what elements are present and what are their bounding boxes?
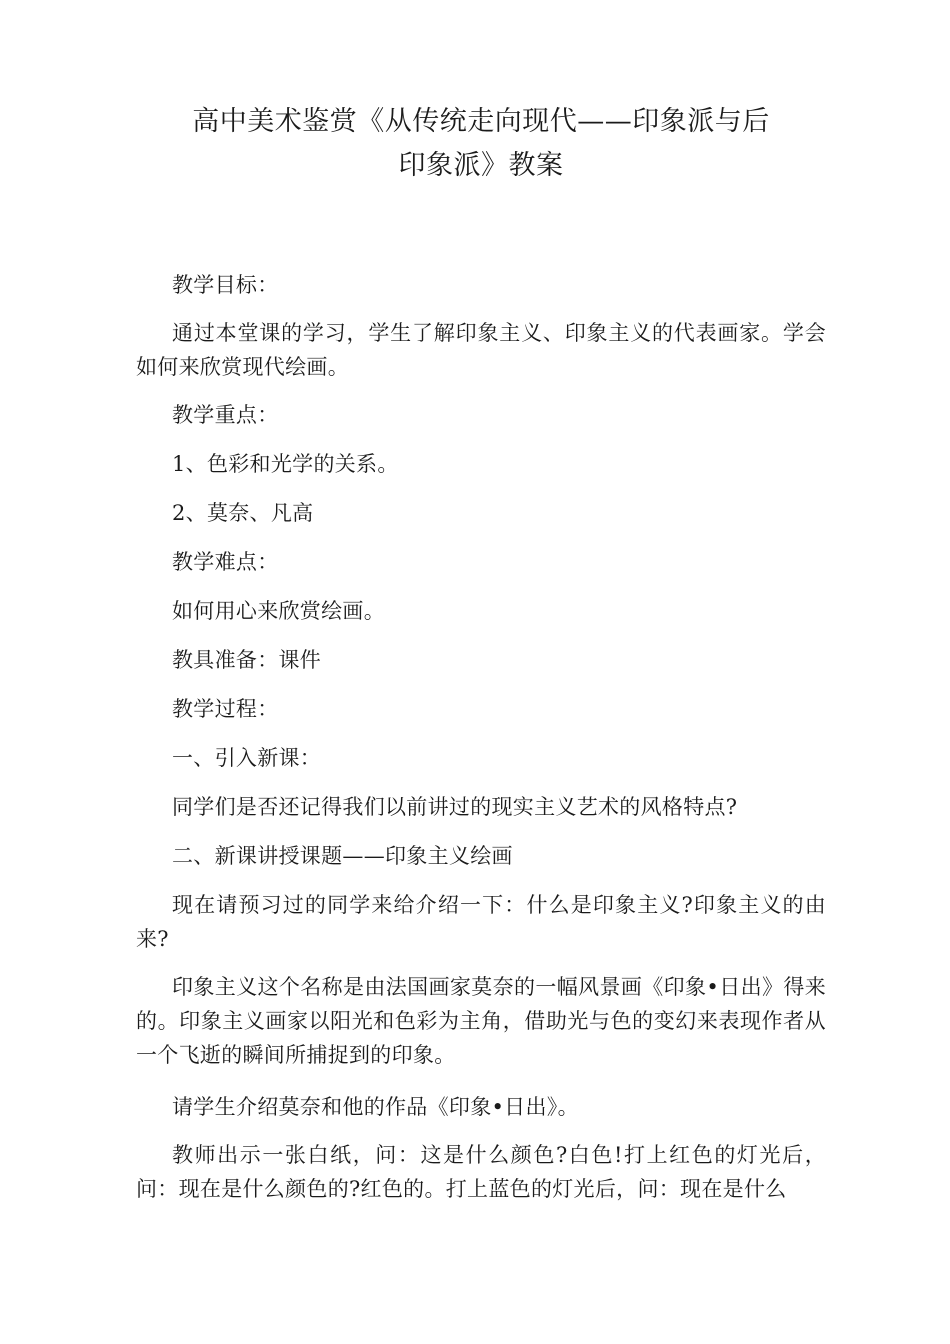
paragraph-review-question: 同学们是否还记得我们以前讲过的现实主义艺术的风格特点? — [172, 795, 738, 819]
paragraph-impressionism-origin: 印象主义这个名称是由法国画家莫奈的一幅风景画《印象•日出》得来的。印象主义画家以阳光和色彩为主角，借助光与色的变幻来表现作者从一个飞逝的瞬间所捕捉到的印象。 — [136, 975, 826, 1067]
paragraph-white-paper-demo: 教师出示一张白纸，问：这是什么颜色?白色!打上红色的灯光后，问：现在是什么颜色的?红色的。打上蓝色的灯光后，问：现在是什么 — [136, 1143, 826, 1201]
title-line-1: 高中美术鉴赏《从传统走向现代——印象派与后 — [192, 106, 770, 137]
paragraph-preview-question: 现在请预习过的同学来给介绍一下：什么是印象主义?印象主义的由来? — [136, 893, 826, 951]
heading-objectives: 教学目标： — [172, 273, 279, 297]
heading-key-points: 教学重点： — [172, 403, 279, 427]
title-line-2: 印象派》教案 — [398, 150, 564, 181]
heading-section-1: 一、引入新课： — [172, 746, 322, 770]
paragraph-objectives: 通过本堂课的学习，学生了解印象主义、印象主义的代表画家。学会如何来欣赏现代绘画。 — [136, 321, 826, 379]
paragraph-teaching-aids: 教具准备：课件 — [172, 648, 322, 672]
key-point-1: 1、色彩和光学的关系。 — [172, 452, 399, 476]
key-point-2: 2、莫奈、凡高 — [172, 501, 314, 525]
heading-difficulties: 教学难点： — [172, 550, 279, 574]
document-title — [136, 100, 826, 188]
paragraph-difficulties: 如何用心来欣赏绘画。 — [172, 599, 385, 623]
paragraph-monet-intro: 请学生介绍莫奈和他的作品《印象•日出》。 — [172, 1095, 579, 1119]
heading-section-2: 二、新课讲授课题——印象主义绘画 — [172, 844, 513, 868]
heading-process: 教学过程： — [172, 697, 279, 721]
